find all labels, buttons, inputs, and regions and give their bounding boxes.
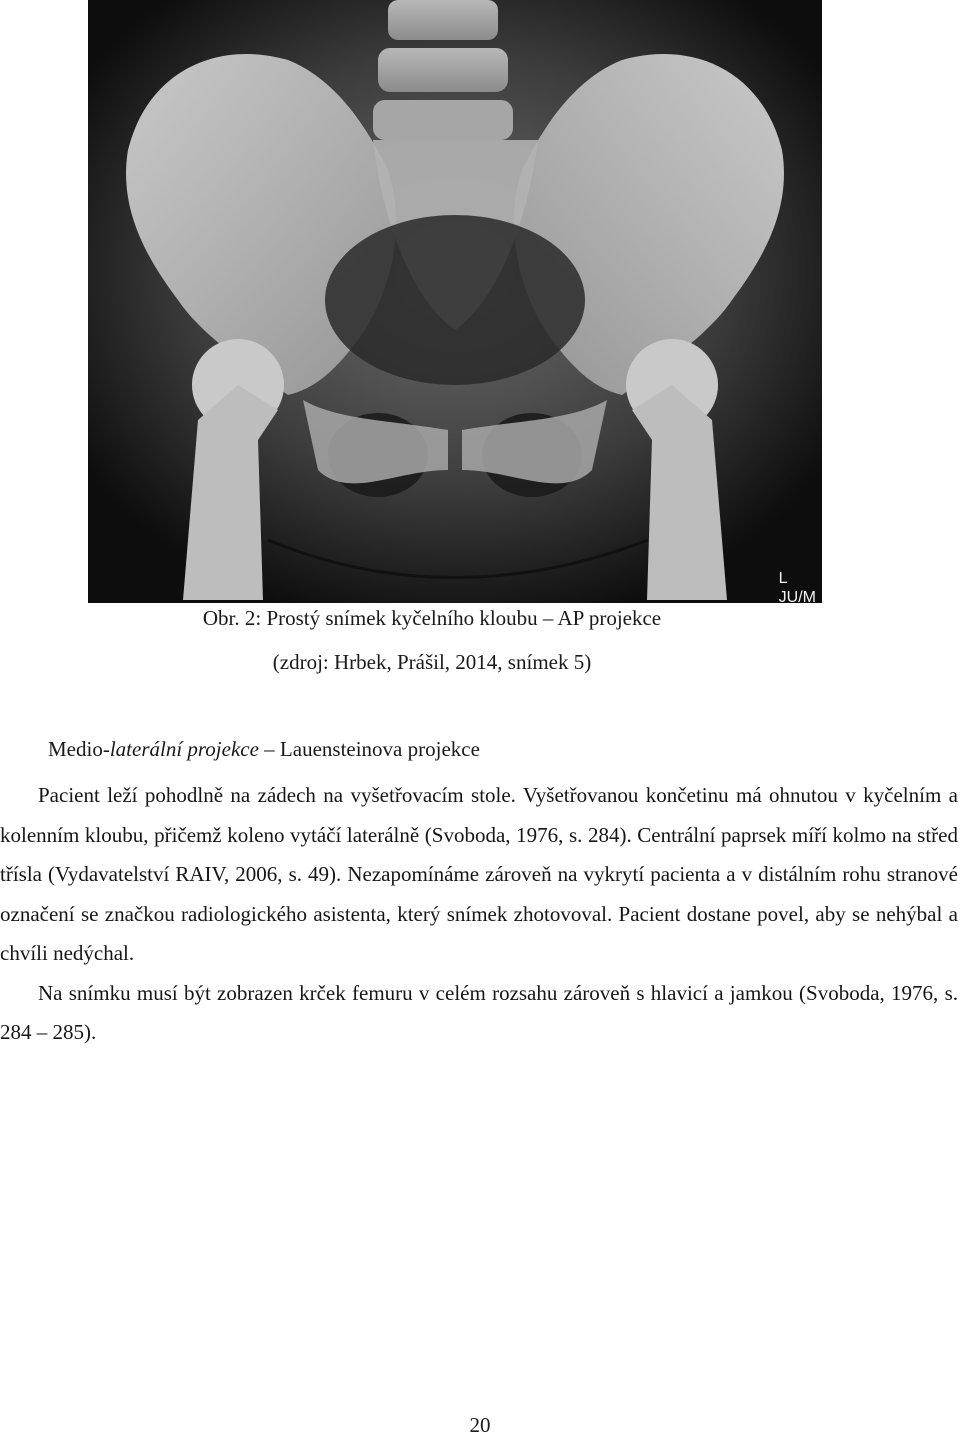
- section-heading-prefix: Medio-: [48, 737, 110, 761]
- body-text: [0, 776, 958, 1053]
- figure-caption-title: Obr. 2: Prostý snímek kyčelního kloubu – AP projekce: [202, 606, 662, 630]
- pelvis-xray-drawing: [88, 0, 822, 603]
- spine-shape: [373, 0, 513, 140]
- side-marker-letter: L: [778, 570, 788, 587]
- pelvic-inlet-shape: [325, 215, 585, 385]
- page-number: 20: [469, 1413, 491, 1437]
- figure-caption-source: (zdroj: Hrbek, Prášil, 2014, snímek 5): [272, 650, 592, 674]
- paragraph: Pacient leží pohodlně na zádech na vyšetřovacím stole. Vyšetřovanou končetinu má ohnutou v kyčelním a kolenním kloubu, přičemž koleno vytáčí laterálně (Svoboda, 1976, s. 284). Centrální paprsek míří kolmo na střed třísla (Vydavatelství RAIV, 2006, s. 49). Nezapomínáme zároveň na vykrytí pacienta a v distálním rohu stranové označení se značkou radiologického asistenta, který snímek zhotovoval. Pacient dostane povel, aby se nehýbal a chvíli nedýchal.: [0, 783, 958, 965]
- section-heading-italic: laterální projekce: [109, 737, 259, 761]
- section-heading-suffix: – Lauensteinova projekce: [258, 737, 480, 761]
- pelvis-xray-image: [88, 0, 822, 603]
- side-marker: [779, 569, 816, 603]
- side-marker-initials: JU/M: [778, 589, 816, 603]
- paragraph: Na snímku musí být zobrazen krček femuru v celém rozsahu zároveň s hlavicí a jamkou (Svoboda, 1976, s. 284 – 285).: [0, 980, 958, 1044]
- section-heading: [48, 737, 480, 762]
